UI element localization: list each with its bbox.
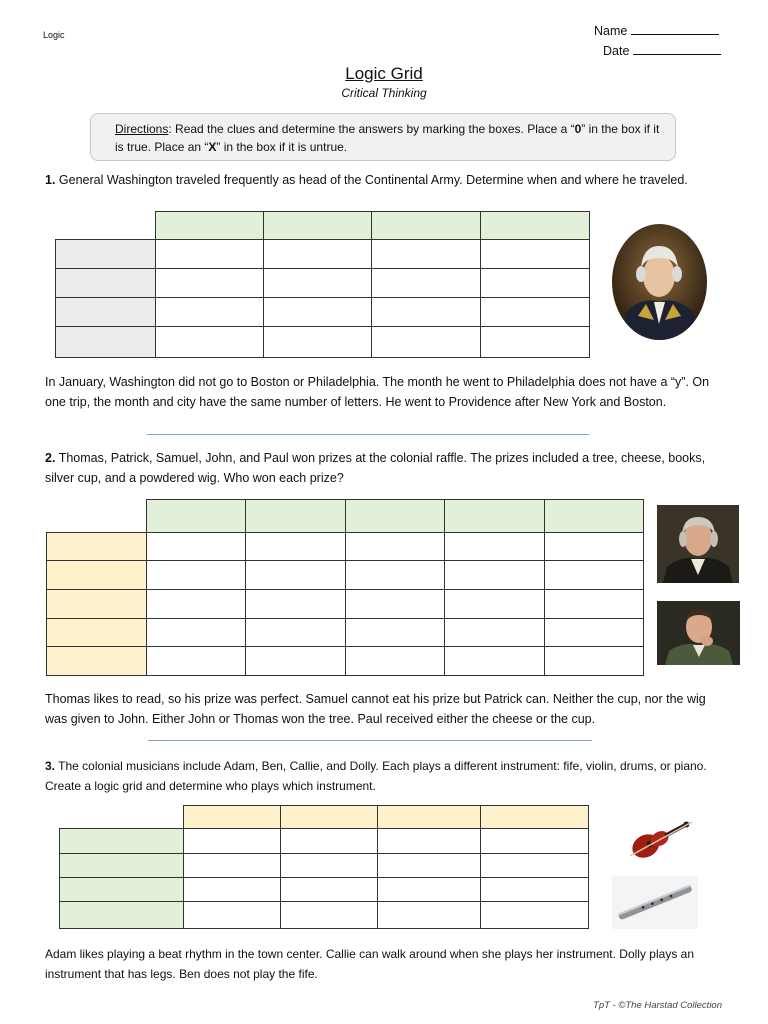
directions-x: X [208,140,217,154]
grid2-col-header[interactable] [545,500,644,533]
grid2-cell[interactable] [346,619,445,647]
grid2-cell[interactable] [445,533,545,561]
grid2-cell[interactable] [445,647,545,676]
grid1-cell[interactable] [372,240,481,269]
directions-text-a: : Read the clues and determine the answers by marking the boxes. Place a “ [168,122,575,136]
grid2-cell[interactable] [147,647,246,676]
directions-zero: 0 [574,122,582,136]
grid2-cell[interactable] [246,619,346,647]
grid2-cell[interactable] [445,619,545,647]
problem3-clues: Adam likes playing a beat rhythm in the town center. Callie can walk around when she plays her instrument. Dolly plays an instrument that has legs. Ben does not play the fife. [45,947,695,981]
grid3-cell[interactable] [481,878,589,902]
grid1-cell[interactable] [156,240,264,269]
grid3-cell[interactable] [378,878,481,902]
grid2-cell[interactable] [147,533,246,561]
grid3-col-header[interactable] [281,806,378,829]
grid2-col-header[interactable] [246,500,346,533]
grid2-cell[interactable] [147,619,246,647]
grid2-cell[interactable] [545,533,644,561]
grid1-cell[interactable] [156,269,264,298]
problem2-number: 2. [45,451,56,465]
problem2-clues: Thomas likes to read, so his prize was perfect. Samuel cannot eat his prize but Patrick can. Neither the cup, nor the wig was given to John. Either John or Thomas won the tree. Paul received either the cheese or the cup. [45,692,706,726]
grid1-col-header[interactable] [156,212,264,240]
grid1-row-header[interactable] [56,240,156,269]
problem3-prompt [45,756,731,796]
date-field[interactable] [603,44,721,58]
grid1-cell[interactable] [372,327,481,358]
grid3-col-header[interactable] [184,806,281,829]
grid2-cell[interactable] [445,561,545,590]
date-line[interactable] [633,44,721,55]
grid1-cell[interactable] [264,240,372,269]
grid3-col-header[interactable] [378,806,481,829]
grid2-row-header[interactable] [47,533,147,561]
grid2-row-header[interactable] [47,619,147,647]
grid2-cell[interactable] [346,533,445,561]
directions-box [90,113,676,161]
grid2-cell[interactable] [545,647,644,676]
grid2-row-header[interactable] [47,590,147,619]
subject-label: Logic [43,30,65,40]
grid2-cell[interactable] [445,590,545,619]
grid1-cell[interactable] [481,327,590,358]
page-title: Logic Grid [345,64,423,83]
grid2-cell[interactable] [545,590,644,619]
violin-image [622,812,696,866]
grid3-col-header[interactable] [481,806,589,829]
problem1-prompt-text: General Washington traveled frequently as head of the Continental Army. Determine when and where he traveled. [58,173,688,187]
directions-text-c: ” in the box if it is untrue. [216,140,348,154]
grid1-col-header[interactable] [481,212,590,240]
grid3-cell[interactable] [281,902,378,929]
section-divider [148,740,592,741]
grid3-cell[interactable] [378,854,481,878]
problem2-prompt [45,448,735,488]
page-subtitle: Critical Thinking [341,86,427,100]
logic-grid-3 [59,805,589,929]
grid2-col-header[interactable] [147,500,246,533]
grid3-cell[interactable] [184,829,281,854]
logic-grid-1 [55,211,590,358]
grid2-cell[interactable] [346,561,445,590]
directions-text-b: ” in the box if it is true. Place an “ [115,122,660,154]
grid2-cell[interactable] [147,561,246,590]
grid3-corner [60,806,184,829]
grid3-cell[interactable] [184,854,281,878]
colonial-man-portrait [657,601,740,665]
problem3-prompt-text: The colonial musicians include Adam, Ben, Callie, and Dolly. Each plays a different instrument: fife, violin, drums, or piano. Create a logic grid and determine who plays which instrument. [45,759,707,793]
grid2-cell[interactable] [246,647,346,676]
problem2-prompt-text: Thomas, Patrick, Samuel, John, and Paul won prizes at the colonial raffle. The prizes included a tree, cheese, books, silver cup, and a powdered wig. Who won each prize? [45,451,706,485]
grid1-cell[interactable] [481,269,590,298]
grid1-cell[interactable] [372,269,481,298]
grid1-cell[interactable] [156,298,264,327]
grid2-cell[interactable] [147,590,246,619]
fife-image [612,876,698,929]
grid1-cell[interactable] [264,327,372,358]
directions-label: Directions [115,122,169,136]
grid1-row-header[interactable] [56,298,156,327]
grid2-row-header[interactable] [47,647,147,676]
grid3-cell[interactable] [481,902,589,929]
washington-portrait [612,224,707,340]
grid3-cell[interactable] [481,854,589,878]
jefferson-portrait [657,505,739,583]
grid3-cell[interactable] [378,902,481,929]
grid2-row-header[interactable] [47,561,147,590]
grid1-col-header[interactable] [264,212,372,240]
grid3-cell[interactable] [281,829,378,854]
grid3-cell[interactable] [281,878,378,902]
section-divider [147,434,589,435]
grid1-cell[interactable] [481,298,590,327]
grid2-cell[interactable] [346,590,445,619]
problem1-prompt [45,170,725,190]
footer-credit: TpT - ©The Harstad Collection [593,1000,722,1011]
problem1-number: 1. [45,173,56,187]
date-label: Date [603,44,630,58]
problem3-number: 3. [45,759,56,773]
grid1-col-header[interactable] [372,212,481,240]
grid3-cell[interactable] [481,829,589,854]
grid3-row-header[interactable] [60,829,184,854]
name-field[interactable] [594,24,719,38]
grid2-cell[interactable] [246,533,346,561]
grid2-col-header[interactable] [346,500,445,533]
name-line[interactable] [631,24,719,35]
grid3-row-header[interactable] [60,878,184,902]
grid3-cell[interactable] [184,902,281,929]
grid2-corner [47,500,147,533]
grid2-cell[interactable] [545,619,644,647]
grid1-cell[interactable] [264,269,372,298]
grid3-cell[interactable] [378,829,481,854]
grid1-row-header[interactable] [56,327,156,358]
grid3-cell[interactable] [184,878,281,902]
grid3-row-header[interactable] [60,902,184,929]
grid2-cell[interactable] [246,590,346,619]
grid2-col-header[interactable] [445,500,545,533]
grid1-row-header[interactable] [56,269,156,298]
name-label: Name [594,24,628,38]
grid2-cell[interactable] [246,561,346,590]
grid3-cell[interactable] [281,854,378,878]
grid3-row-header[interactable] [60,854,184,878]
grid1-cell[interactable] [481,240,590,269]
logic-grid-2 [46,499,644,676]
grid1-cell[interactable] [156,327,264,358]
grid1-corner [56,212,156,240]
grid1-cell[interactable] [372,298,481,327]
grid2-cell[interactable] [346,647,445,676]
problem1-clues: In January, Washington did not go to Boston or Philadelphia. The month he went to Philadelphia does not have a “y”. On one trip, the month and city have the same number of letters. He went to Providence after New York and Boston. [45,375,710,409]
grid1-cell[interactable] [264,298,372,327]
grid2-cell[interactable] [545,561,644,590]
